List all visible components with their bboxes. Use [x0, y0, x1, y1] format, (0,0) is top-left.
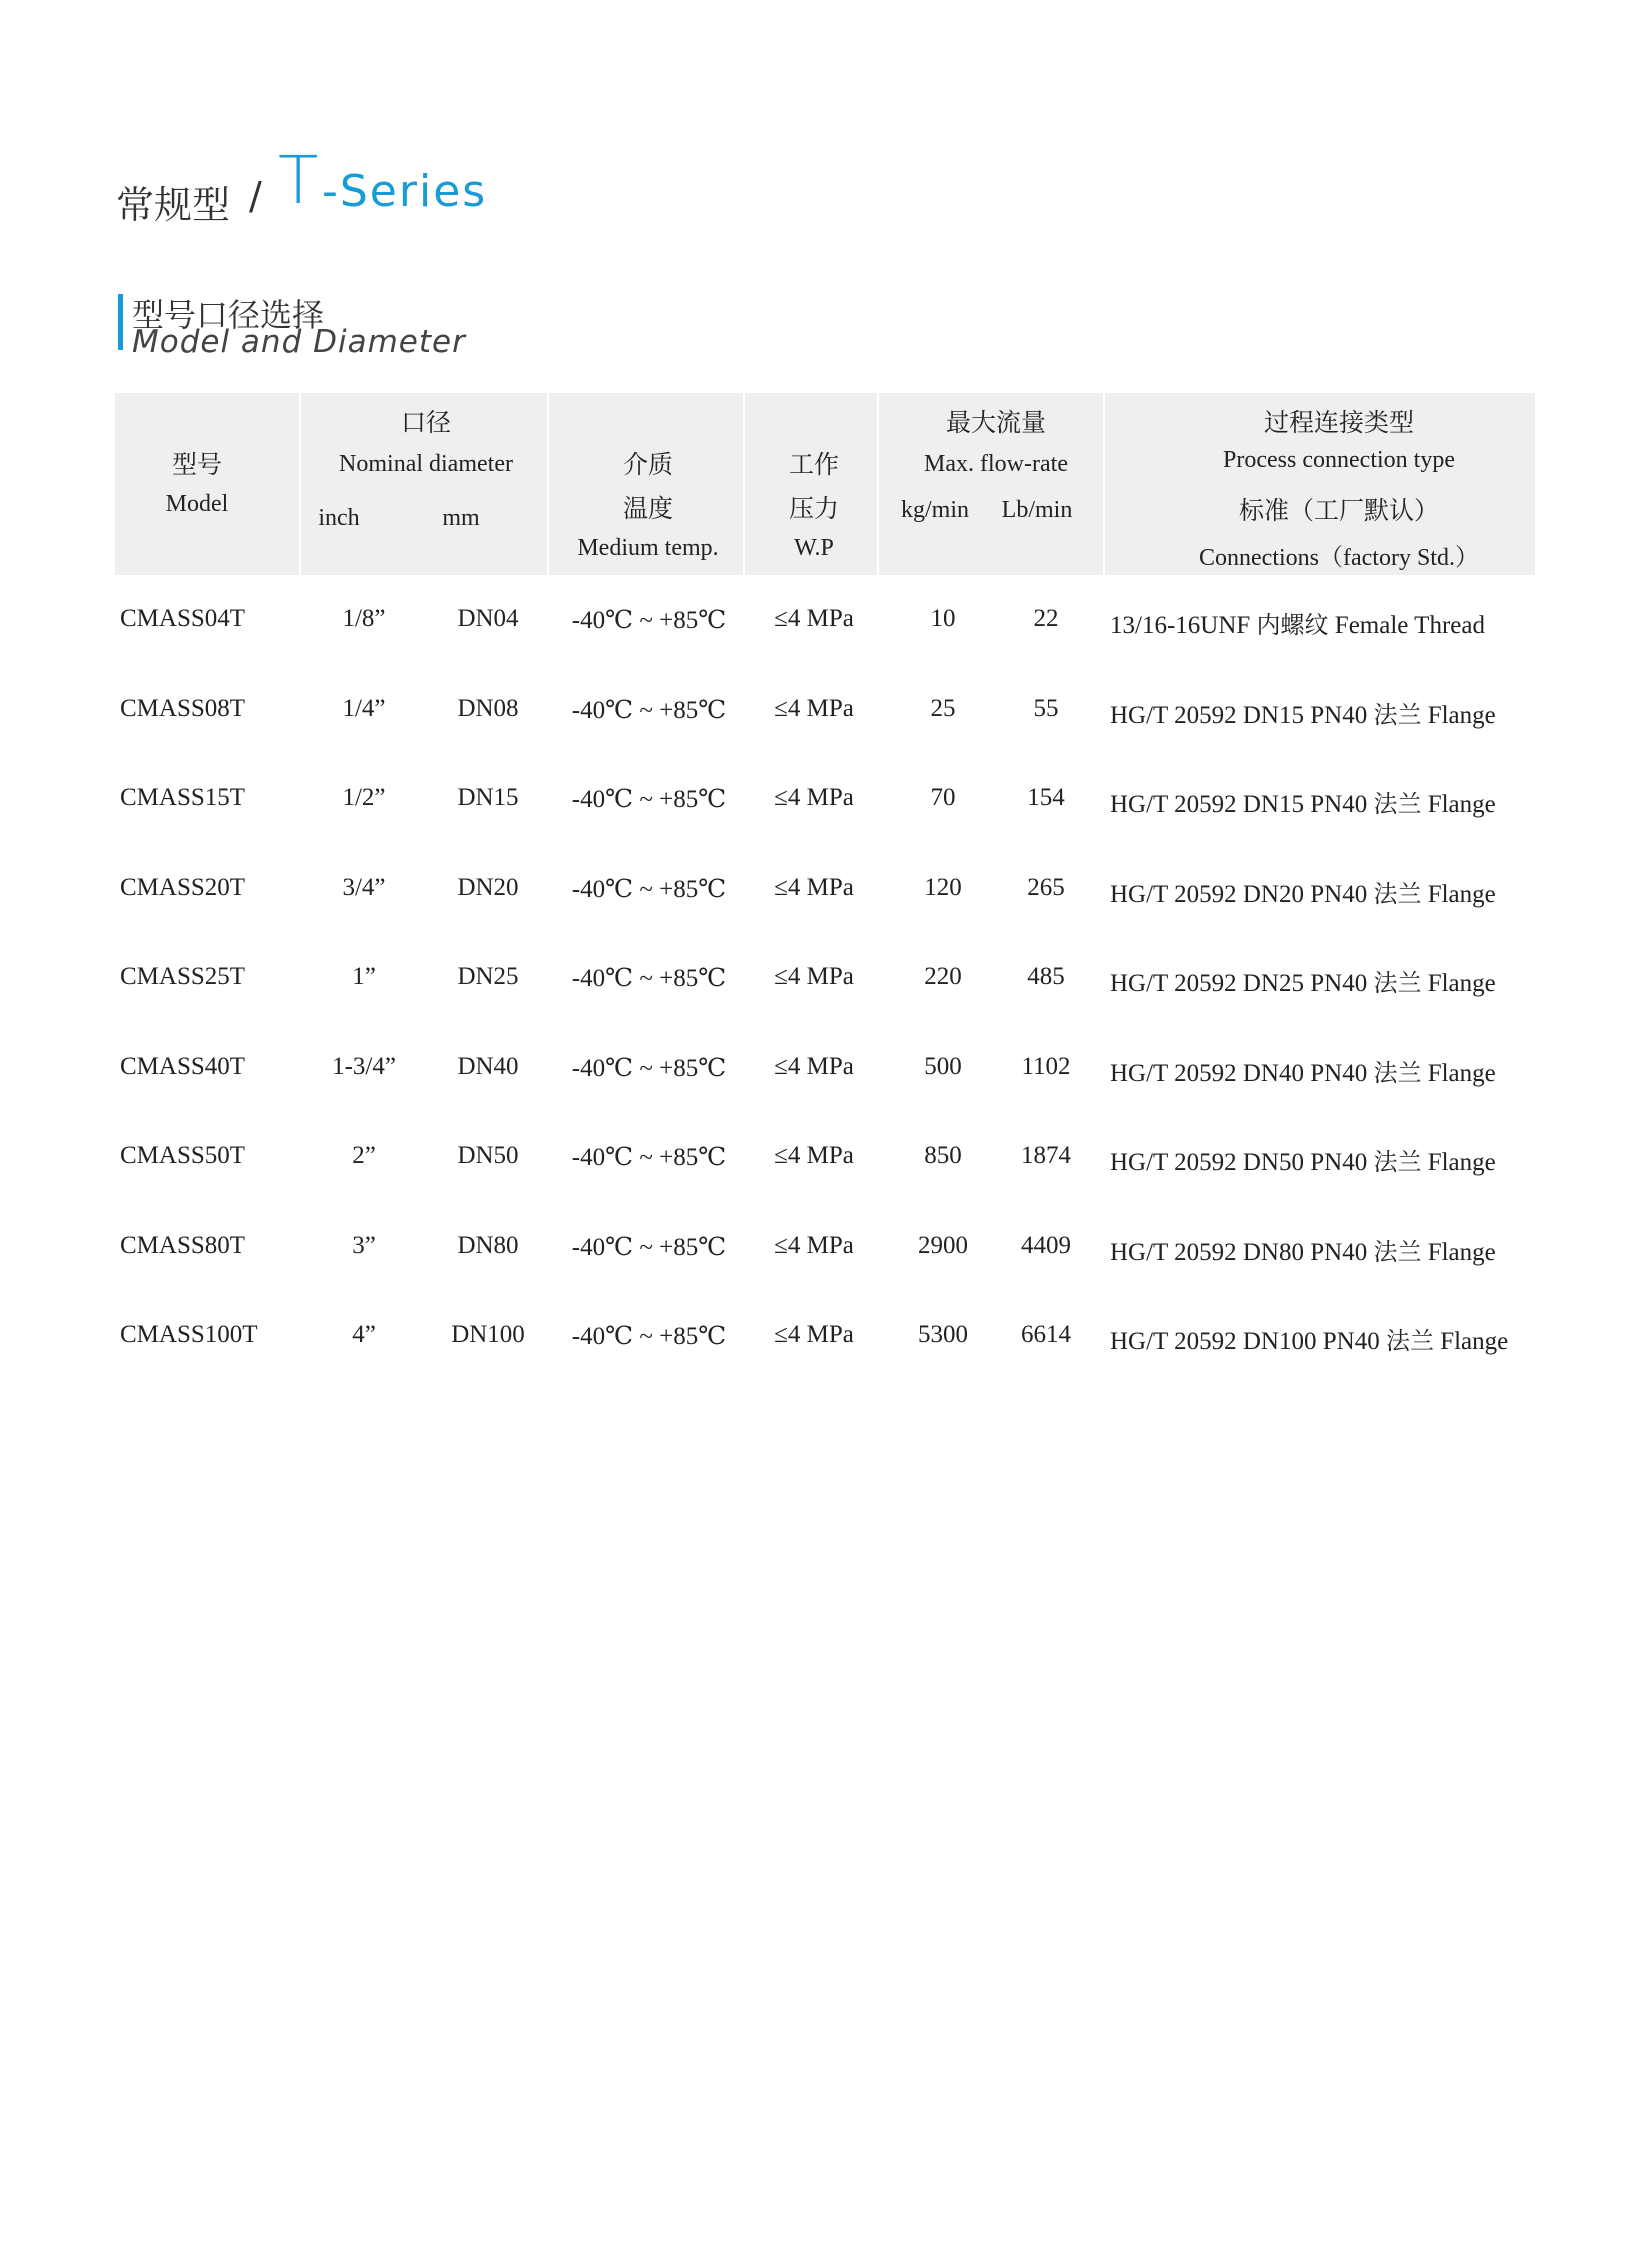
- cell-connection-conn-pre: HG/T 20592 DN15 PN40: [1110, 791, 1374, 818]
- table-row: [115, 1321, 1535, 1361]
- cell-connection-conn-post: Flange: [1421, 970, 1496, 997]
- cell-flow-lb-min: 1874: [1021, 1142, 1071, 1169]
- header-connection-en: Process connection type: [1223, 447, 1455, 473]
- cell-connection-conn-pre: HG/T 20592 DN80 PN40: [1110, 1238, 1374, 1266]
- cell-model: CMASS08T: [120, 694, 246, 722]
- cell-model: CMASS50T: [120, 1142, 246, 1169]
- title-chinese: 常规型: [116, 183, 231, 227]
- cell-flow-lb-min: 55: [1033, 694, 1059, 722]
- header-medium-en: Medium temp.: [577, 535, 719, 561]
- header-connection-std-cn: 标准（工厂默认）: [1238, 496, 1440, 525]
- cell-inch: 4”: [352, 1321, 376, 1348]
- cell-medium-temp: -40℃ ~ +85℃: [571, 875, 727, 903]
- cell-flow-kg-min: 120: [924, 873, 962, 901]
- cell-connection: [1110, 963, 1496, 998]
- cell-connection-conn-cn: 法兰: [1373, 1058, 1422, 1087]
- header-mm: mm: [442, 505, 480, 531]
- cell-connection-conn-post: Flange: [1433, 1328, 1509, 1355]
- cell-connection-conn-pre: HG/T 20592 DN40 PN40: [1110, 1059, 1374, 1087]
- cell-medium-temp: -40℃ ~ +85℃: [571, 696, 727, 724]
- cell-flow-kg-min: 850: [924, 1142, 962, 1169]
- cell-flow-lb-min: 154: [1027, 784, 1065, 811]
- cell-mm: DN50: [457, 1142, 519, 1169]
- cell-inch: 3/4”: [342, 873, 386, 901]
- cell-connection-conn-post: Flange: [1421, 791, 1496, 818]
- table-row: [115, 1053, 1535, 1093]
- cell-connection-conn-pre: HG/T 20592 DN100 PN40: [1110, 1328, 1386, 1355]
- header-inch: inch: [318, 505, 360, 531]
- cell-model: CMASS100T: [120, 1321, 258, 1348]
- cell-connection-conn-cn: 法兰: [1373, 790, 1422, 818]
- cell-medium-temp: -40℃ ~ +85℃: [571, 1323, 727, 1350]
- cell-flow-kg-min: 10: [930, 605, 956, 632]
- cell-connection: [1110, 1321, 1508, 1356]
- cell-inch: 1”: [352, 963, 376, 990]
- cell-connection-conn-pre: HG/T 20592 DN25 PN40: [1110, 970, 1374, 997]
- cell-connection-conn-post: Flange: [1421, 880, 1496, 908]
- cell-working-pressure: ≤4 MPa: [774, 694, 854, 722]
- table-row: [115, 874, 1535, 914]
- cell-medium-temp: -40℃ ~ +85℃: [571, 786, 727, 813]
- header-medium-cn2: 温度: [622, 494, 674, 523]
- cell-inch: 1/2”: [342, 784, 386, 811]
- cell-working-pressure: ≤4 MPa: [774, 1052, 854, 1080]
- table-row: [115, 1142, 1535, 1182]
- cell-model: CMASS25T: [120, 963, 246, 990]
- cell-inch: 3”: [352, 1231, 376, 1259]
- cell-working-pressure: ≤4 MPa: [774, 1321, 854, 1348]
- cell-working-pressure: ≤4 MPa: [774, 784, 854, 811]
- cell-mm: DN100: [451, 1321, 525, 1348]
- cell-model: CMASS04T: [120, 605, 246, 632]
- cell-model: CMASS40T: [120, 1052, 246, 1080]
- cell-mm: DN20: [457, 873, 519, 901]
- header-connection-cn: 过程连接类型: [1263, 408, 1415, 437]
- cell-connection-conn-post: Flange: [1421, 1238, 1496, 1266]
- cell-flow-kg-min: 2900: [918, 1231, 968, 1259]
- header-flow-cn: 最大流量: [945, 408, 1047, 437]
- cell-medium-temp: -40℃ ~ +85℃: [571, 965, 727, 992]
- header-diameter-cn: 口径: [400, 408, 452, 437]
- header-cell-model: [115, 393, 299, 575]
- header-wp-en: W.P: [794, 535, 834, 561]
- cell-connection-conn-pre: HG/T 20592 DN50 PN40: [1110, 1149, 1374, 1176]
- cell-flow-lb-min: 6614: [1021, 1321, 1071, 1348]
- table-row: [115, 784, 1535, 824]
- model-diameter-table: [115, 393, 1535, 1355]
- cell-flow-lb-min: 22: [1033, 605, 1059, 632]
- cell-connection-conn-cn: 法兰: [1373, 879, 1422, 908]
- cell-medium-temp: -40℃ ~ +85℃: [571, 1233, 727, 1261]
- cell-connection-conn-cn: 法兰: [1373, 700, 1422, 729]
- table-row: [115, 963, 1535, 1003]
- cell-connection: [1110, 1053, 1496, 1088]
- table-row: [115, 605, 1535, 645]
- cell-connection-conn-cn: 法兰: [1373, 969, 1422, 997]
- cell-working-pressure: ≤4 MPa: [774, 1231, 854, 1259]
- cell-flow-kg-min: 70: [930, 784, 956, 811]
- cell-mm: DN40: [457, 1052, 519, 1080]
- cell-flow-lb-min: 1102: [1021, 1052, 1071, 1080]
- section-accent-bar: [118, 294, 123, 350]
- table-row: [115, 695, 1535, 735]
- cell-mm: DN25: [457, 963, 519, 990]
- title-slash: /: [249, 174, 262, 218]
- cell-model: CMASS15T: [120, 784, 246, 811]
- header-kg-min: kg/min: [900, 497, 970, 523]
- cell-connection-conn-cn: 法兰: [1373, 1237, 1422, 1266]
- section-title-english: Model and Diameter: [132, 324, 466, 360]
- cell-connection: [1110, 1232, 1496, 1267]
- table-header: [115, 393, 1535, 575]
- header-flow-en: Max. flow-rate: [924, 451, 1068, 477]
- cell-flow-kg-min: 220: [924, 963, 962, 990]
- cell-working-pressure: ≤4 MPa: [774, 963, 854, 990]
- cell-flow-lb-min: 265: [1027, 873, 1065, 901]
- header-wp-cn1: 工作: [788, 450, 840, 479]
- cell-working-pressure: ≤4 MPa: [774, 873, 854, 901]
- table-row: [115, 1232, 1535, 1272]
- cell-flow-lb-min: 4409: [1021, 1231, 1071, 1259]
- title-series: -Series: [322, 166, 488, 217]
- cell-connection-conn-pre: HG/T 20592 DN20 PN40: [1110, 880, 1374, 908]
- cell-inch: 1/8”: [342, 605, 386, 632]
- cell-connection: [1110, 784, 1496, 819]
- header-connection-std-en: Connections（factory Std.）: [1199, 545, 1479, 571]
- cell-model: CMASS80T: [120, 1231, 246, 1259]
- header-model-en: Model: [165, 491, 229, 517]
- cell-inch: 1-3/4”: [332, 1052, 396, 1080]
- cell-connection-conn-post: Flange: [1421, 1149, 1496, 1176]
- header-model-cn: 型号: [171, 450, 223, 479]
- cell-connection: [1110, 1142, 1496, 1177]
- cell-mm: DN04: [457, 605, 519, 632]
- cell-model: CMASS20T: [120, 873, 246, 901]
- cell-flow-lb-min: 485: [1027, 963, 1065, 990]
- cell-connection-conn-post: Flange: [1421, 1059, 1496, 1087]
- cell-connection-conn-cn: 内螺纹: [1256, 611, 1329, 639]
- header-diameter-en: Nominal diameter: [339, 451, 513, 477]
- cell-working-pressure: ≤4 MPa: [774, 605, 854, 632]
- title-letter-t: T: [278, 142, 319, 219]
- header-wp-cn2: 压力: [788, 494, 840, 523]
- cell-connection-conn-cn: 法兰: [1373, 1148, 1422, 1176]
- cell-connection-conn-post: Flange: [1421, 701, 1496, 729]
- cell-connection-conn-post: Female Thread: [1328, 612, 1485, 639]
- cell-mm: DN08: [457, 694, 519, 722]
- cell-medium-temp: -40℃ ~ +85℃: [571, 1144, 727, 1171]
- cell-flow-kg-min: 500: [924, 1052, 962, 1080]
- section-title-chinese: 型号口径选择: [132, 296, 325, 334]
- cell-working-pressure: ≤4 MPa: [774, 1142, 854, 1169]
- cell-flow-kg-min: 5300: [918, 1321, 968, 1348]
- header-lb-min: Lb/min: [1001, 497, 1073, 523]
- cell-connection-conn-pre: 13/16-16UNF: [1110, 612, 1257, 639]
- cell-flow-kg-min: 25: [930, 694, 956, 722]
- cell-inch: 2”: [352, 1142, 376, 1169]
- cell-mm: DN15: [457, 784, 519, 811]
- cell-connection: [1110, 605, 1485, 640]
- cell-connection: [1110, 874, 1496, 909]
- cell-connection-conn-pre: HG/T 20592 DN15 PN40: [1110, 701, 1374, 729]
- cell-medium-temp: -40℃ ~ +85℃: [571, 1054, 727, 1082]
- cell-connection-conn-cn: 法兰: [1385, 1327, 1434, 1355]
- cell-mm: DN80: [457, 1231, 519, 1259]
- cell-inch: 1/4”: [342, 694, 386, 722]
- header-medium-cn1: 介质: [622, 450, 674, 479]
- cell-medium-temp: -40℃ ~ +85℃: [571, 607, 727, 634]
- cell-connection: [1110, 695, 1496, 730]
